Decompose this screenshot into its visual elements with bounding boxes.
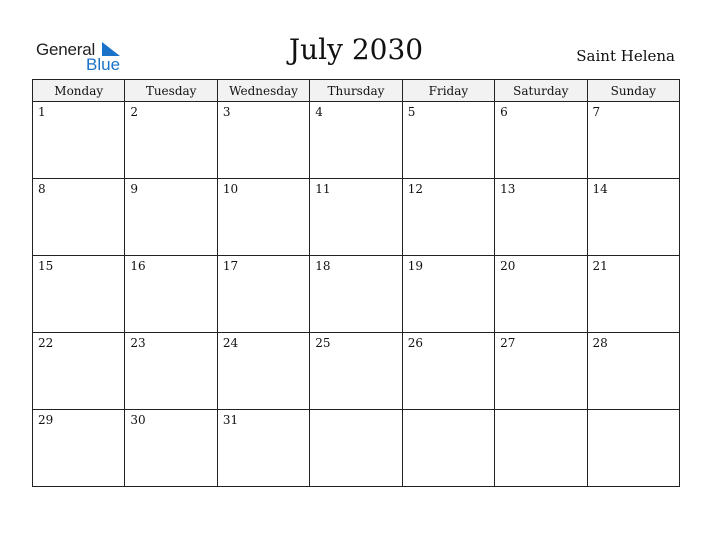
day-cell: [310, 102, 402, 179]
day-cell: [587, 179, 679, 256]
day-number: 5: [407, 105, 416, 119]
day-cell: [495, 333, 587, 410]
day-cell: [217, 256, 309, 333]
day-cell: [495, 256, 587, 333]
day-cell: [125, 179, 217, 256]
day-number: 8: [38, 182, 46, 196]
day-number: 15: [38, 259, 54, 273]
day-number: 28: [592, 336, 608, 350]
day-cell: [402, 256, 494, 333]
logo-blue-text: Blue: [86, 55, 121, 74]
day-number: 21: [592, 259, 608, 273]
weekday-header: Saturday: [495, 80, 587, 102]
day-cell: [33, 333, 125, 410]
day-number: 13: [500, 182, 516, 196]
weekday-header: Wednesday: [217, 80, 309, 102]
day-number: 25: [315, 336, 331, 350]
day-cell: [587, 256, 679, 333]
day-cell: [125, 102, 217, 179]
weekday-header: Thursday: [310, 80, 402, 102]
day-cell: [33, 256, 125, 333]
day-number: 19: [407, 259, 423, 273]
day-cell: [587, 102, 679, 179]
day-number: 9: [130, 182, 139, 196]
day-number: 17: [222, 259, 239, 273]
day-cell: [310, 333, 402, 410]
day-number: [310, 410, 401, 413]
day-cell: [33, 102, 125, 179]
day-number: 20: [500, 259, 516, 273]
weekday-header-row: [33, 80, 680, 102]
day-cell: [125, 256, 217, 333]
weekday-header: Tuesday: [125, 80, 217, 102]
day-number: 10: [222, 182, 239, 196]
day-cell: [125, 410, 217, 487]
week-row: [33, 410, 680, 487]
week-row: [33, 179, 680, 256]
day-cell: [495, 410, 587, 487]
day-number: [588, 410, 679, 413]
day-cell: [217, 102, 309, 179]
day-cell: [495, 102, 587, 179]
day-number: [495, 410, 586, 413]
day-number: 16: [130, 259, 146, 273]
day-cell: [402, 102, 494, 179]
day-number: 7: [592, 105, 601, 119]
day-cell: [402, 179, 494, 256]
day-number: [403, 410, 494, 413]
day-cell: [217, 179, 309, 256]
day-number: 27: [500, 336, 516, 350]
day-number: 12: [407, 182, 423, 196]
day-number: 31: [222, 413, 239, 427]
day-number: 4: [315, 105, 323, 119]
day-number: 24: [222, 336, 239, 350]
day-number: 30: [130, 413, 146, 427]
day-cell: [125, 333, 217, 410]
day-cell: [495, 179, 587, 256]
day-number: 3: [222, 105, 231, 119]
day-number: 6: [500, 105, 508, 119]
day-cell: [402, 410, 494, 487]
day-cell: [402, 333, 494, 410]
day-number: 18: [315, 259, 331, 273]
weekday-header: Monday: [33, 80, 125, 102]
day-cell: [33, 179, 125, 256]
weekday-header: Friday: [402, 80, 494, 102]
day-number: 1: [38, 105, 46, 119]
week-row: [33, 333, 680, 410]
calendar-grid: [32, 79, 680, 487]
weekday-header: Sunday: [587, 80, 679, 102]
day-cell: [310, 256, 402, 333]
day-cell: [217, 333, 309, 410]
day-cell: [587, 333, 679, 410]
day-number: 29: [38, 413, 54, 427]
week-row: [33, 256, 680, 333]
day-cell: [217, 410, 309, 487]
day-number: 23: [130, 336, 146, 350]
day-number: 14: [592, 182, 608, 196]
page-title: July 2030: [288, 33, 424, 66]
day-cell: [587, 410, 679, 487]
week-row: [33, 102, 680, 179]
day-number: 22: [38, 336, 54, 350]
day-cell: [310, 410, 402, 487]
region-label: Saint Helena: [576, 47, 675, 65]
day-cell: [310, 179, 402, 256]
day-cell: [33, 410, 125, 487]
day-number: 26: [407, 336, 423, 350]
day-number: 2: [130, 105, 139, 119]
day-number: 11: [315, 182, 331, 196]
logo-general-text: General: [36, 40, 96, 59]
